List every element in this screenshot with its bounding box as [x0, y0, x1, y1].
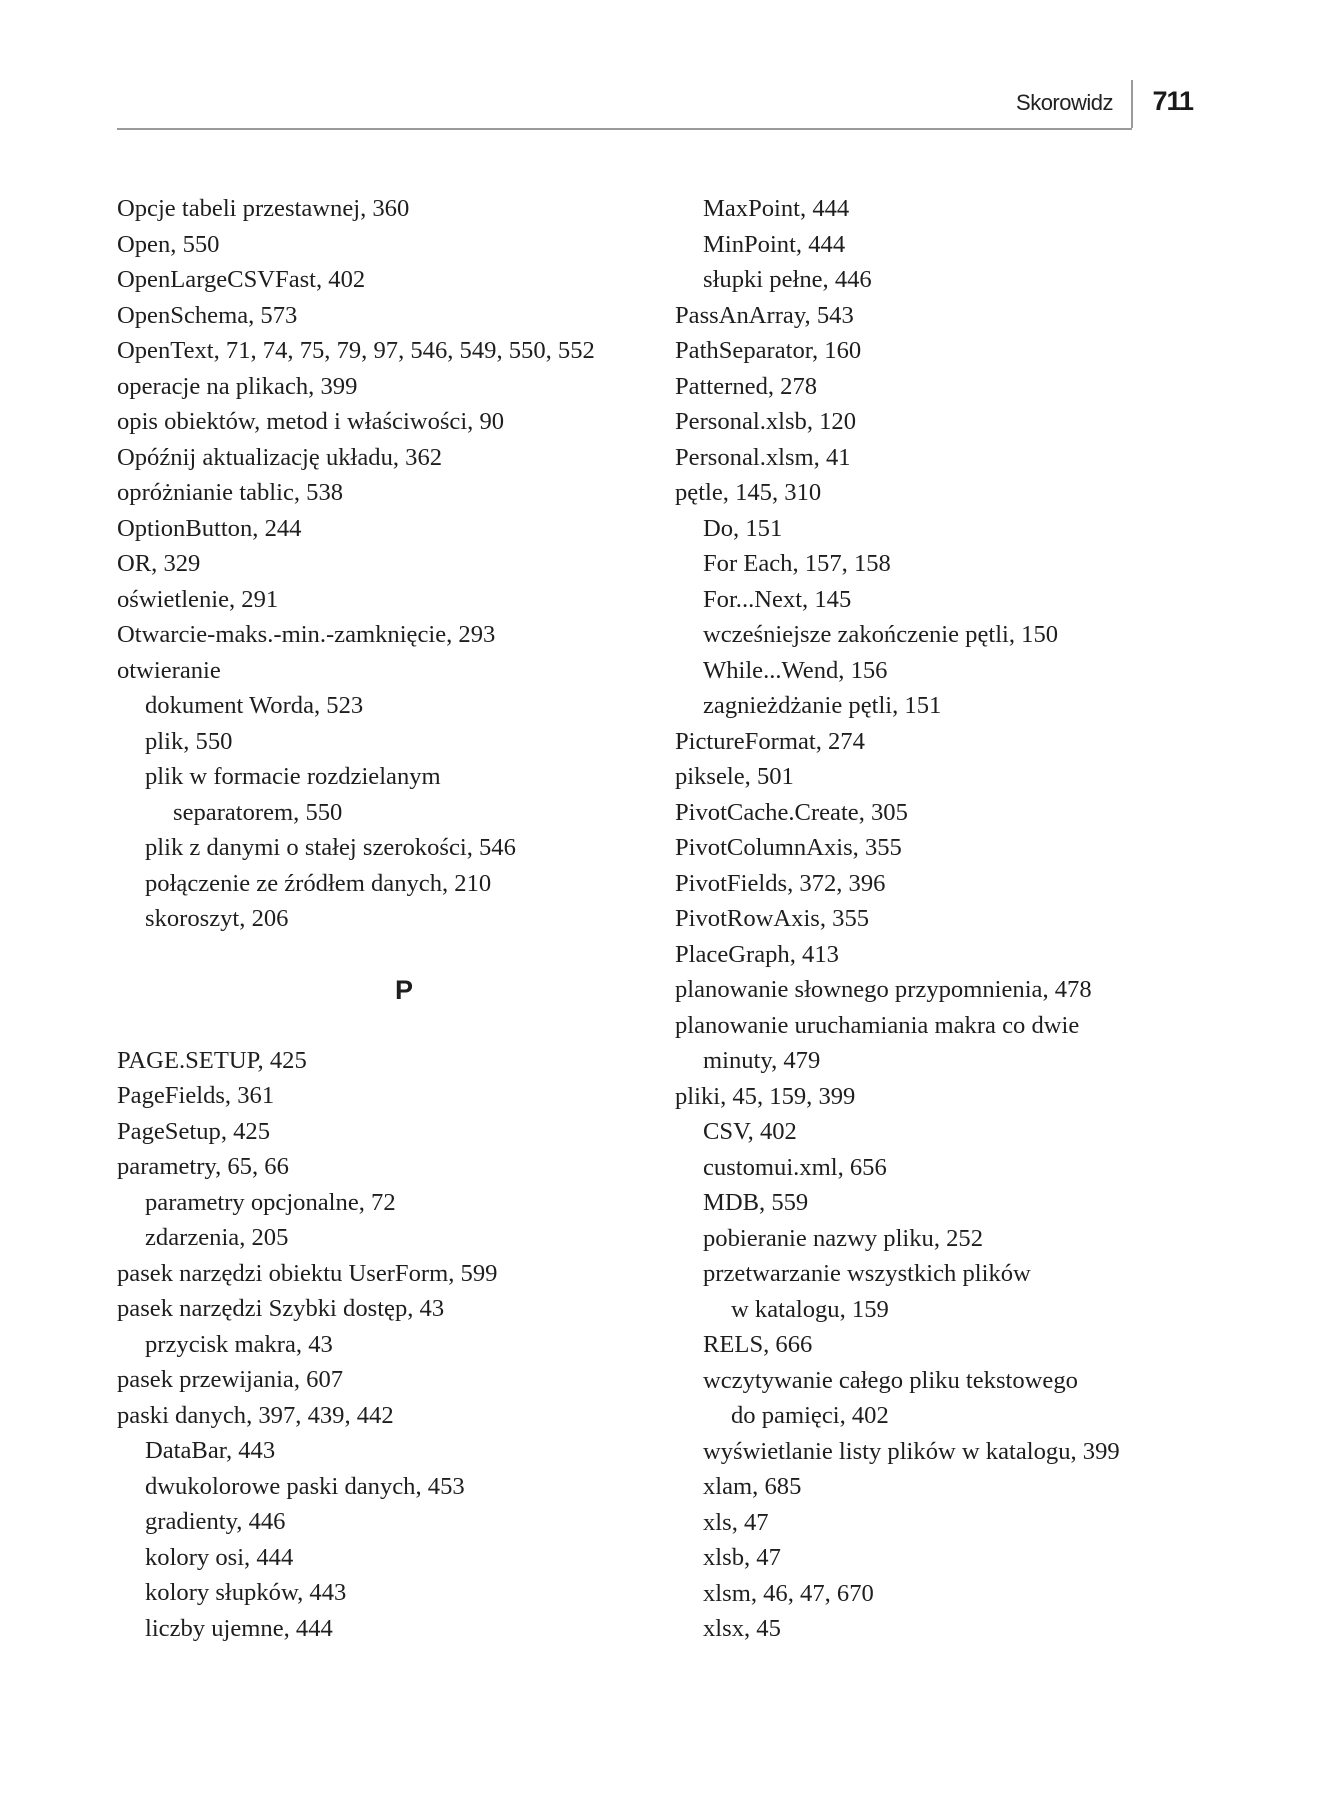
index-entry: PictureFormat, 274 [675, 727, 865, 755]
index-entry: PivotCache.Create, 305 [675, 798, 908, 826]
index-entry: Opóźnij aktualizację układu, 362 [117, 443, 443, 471]
index-subentry: gradienty, 446 [145, 1508, 286, 1535]
index-subentry: customui.xml, 656 [703, 1153, 887, 1181]
index-entry: pasek narzędzi Szybki dostęp, 43 [117, 1295, 445, 1322]
index-entry: operacje na plikach, 399 [117, 372, 358, 400]
index-subentry: MDB, 559 [703, 1189, 809, 1216]
index-subentry: parametry opcjonalne, 72 [145, 1188, 396, 1216]
index-entry: PageFields, 361 [117, 1082, 275, 1109]
index-subentry: xlsb, 47 [703, 1544, 781, 1571]
index-subentry: DataBar, 443 [145, 1437, 276, 1464]
running-title: Skorowidz [1016, 90, 1113, 115]
index-entry: parametry, 65, 66 [117, 1153, 289, 1180]
index-subentry: plik z danymi o stałej szerokości, 546 [145, 834, 516, 861]
index-entries-o [117, 191, 657, 937]
index-entry: Personal.xlsm, 41 [675, 443, 851, 471]
index-entry: pliki, 45, 159, 399 [675, 1082, 856, 1110]
index-column-left [117, 191, 657, 1646]
index-entry: OR, 329 [117, 550, 201, 577]
section-letter-p: P [394, 974, 413, 1005]
index-subentry: pobieranie nazwy pliku, 252 [703, 1224, 984, 1252]
index-subentry: While...Wend, 156 [703, 656, 888, 684]
index-entry: PivotRowAxis, 355 [675, 905, 870, 932]
index-entry: Opcje tabeli przestawnej, 360 [117, 195, 410, 222]
index-subentry: separatorem, 550 [173, 798, 343, 826]
index-subentry: kolory słupków, 443 [145, 1579, 347, 1606]
index-entries-p-continued [675, 191, 1235, 1647]
index-subentry: w katalogu, 159 [731, 1295, 889, 1323]
index-subentry: wcześniejsze zakończenie pętli, 150 [703, 621, 1059, 648]
index-entry: PivotColumnAxis, 355 [675, 834, 902, 861]
index-subentry: minuty, 479 [703, 1047, 821, 1074]
index-subentry: RELS, 666 [703, 1331, 813, 1358]
index-entry: Patterned, 278 [675, 372, 818, 400]
index-entry: paski danych, 397, 439, 442 [117, 1401, 394, 1429]
index-subentry: zagnieżdżanie pętli, 151 [703, 692, 942, 719]
index-entry: Personal.xlsb, 120 [675, 408, 857, 435]
index-subentry: plik w formacie rozdzielanym [145, 763, 441, 790]
index-entry: planowanie słownego przypomnienia, 478 [675, 976, 1092, 1003]
index-entry: PathSeparator, 160 [675, 337, 862, 364]
index-entry: oświetlenie, 291 [117, 585, 279, 613]
index-entry: PageSetup, 425 [117, 1117, 271, 1145]
header-rule [117, 128, 1132, 130]
index-subentry: dokument Worda, 523 [145, 692, 364, 719]
index-subentry: Do, 151 [703, 514, 783, 542]
index-subentry: kolory osi, 444 [145, 1543, 294, 1571]
index-subentry: plik, 550 [145, 727, 233, 755]
index-subentry: do pamięci, 402 [731, 1402, 889, 1429]
index-subentry: dwukolorowe paski danych, 453 [145, 1472, 465, 1500]
index-entries-p [117, 1043, 657, 1647]
index-entry: OptionButton, 244 [117, 514, 302, 542]
index-subentry: xls, 47 [703, 1508, 769, 1536]
index-entry: Open, 550 [117, 230, 220, 258]
index-subentry: CSV, 402 [703, 1118, 797, 1145]
index-entry: opis obiektów, metod i właściwości, 90 [117, 408, 505, 435]
index-subentry: wczytywanie całego pliku tekstowego [703, 1366, 1078, 1394]
index-subentry: MinPoint, 444 [703, 230, 846, 258]
page-number: 711 [1152, 86, 1193, 116]
index-entry: OpenSchema, 573 [117, 301, 298, 329]
index-column-right [675, 191, 1235, 1647]
index-subentry: xlsm, 46, 47, 670 [703, 1579, 874, 1607]
header-vertical-divider [1131, 80, 1133, 128]
index-entry: PassAnArray, 543 [675, 301, 854, 329]
page-header [117, 78, 1207, 130]
index-subentry: wyświetlanie listy plików w katalogu, 399 [703, 1437, 1120, 1465]
index-entry: OpenText, 71, 74, 75, 79, 97, 546, 549, 550, 552 [117, 337, 595, 364]
index-entry: PAGE.SETUP, 425 [117, 1046, 307, 1074]
index-entry: planowanie uruchamiania makra co dwie [675, 1011, 1080, 1039]
index-entry: PlaceGraph, 413 [675, 940, 839, 968]
index-entry: pętle, 145, 310 [675, 479, 822, 506]
index-entry: piksele, 501 [675, 763, 794, 790]
index-subentry: przetwarzanie wszystkich plików [703, 1260, 1031, 1287]
index-entry: PivotFields, 372, 396 [675, 869, 886, 897]
index-subentry: połączenie ze źródłem danych, 210 [145, 869, 492, 897]
index-subentry: zdarzenia, 205 [145, 1224, 289, 1251]
index-entry: pasek narzędzi obiektu UserForm, 599 [117, 1259, 498, 1287]
index-subentry: liczby ujemne, 444 [145, 1614, 333, 1642]
index-subentry: słupki pełne, 446 [703, 266, 872, 293]
index-entry: opróżnianie tablic, 538 [117, 479, 344, 506]
index-entry: OpenLargeCSVFast, 402 [117, 266, 366, 293]
index-subentry: przycisk makra, 43 [145, 1330, 333, 1358]
index-subentry: MaxPoint, 444 [703, 195, 850, 222]
index-entry: otwieranie [117, 656, 221, 684]
index-subentry: skoroszyt, 206 [145, 905, 289, 932]
index-entry: pasek przewijania, 607 [117, 1366, 344, 1393]
index-entry: Otwarcie-maks.-min.-zamknięcie, 293 [117, 621, 496, 648]
index-subentry: xlsx, 45 [703, 1615, 781, 1642]
index-subentry: For Each, 157, 158 [703, 550, 891, 577]
index-subentry: xlam, 685 [703, 1473, 802, 1500]
index-subentry: For...Next, 145 [703, 585, 852, 613]
